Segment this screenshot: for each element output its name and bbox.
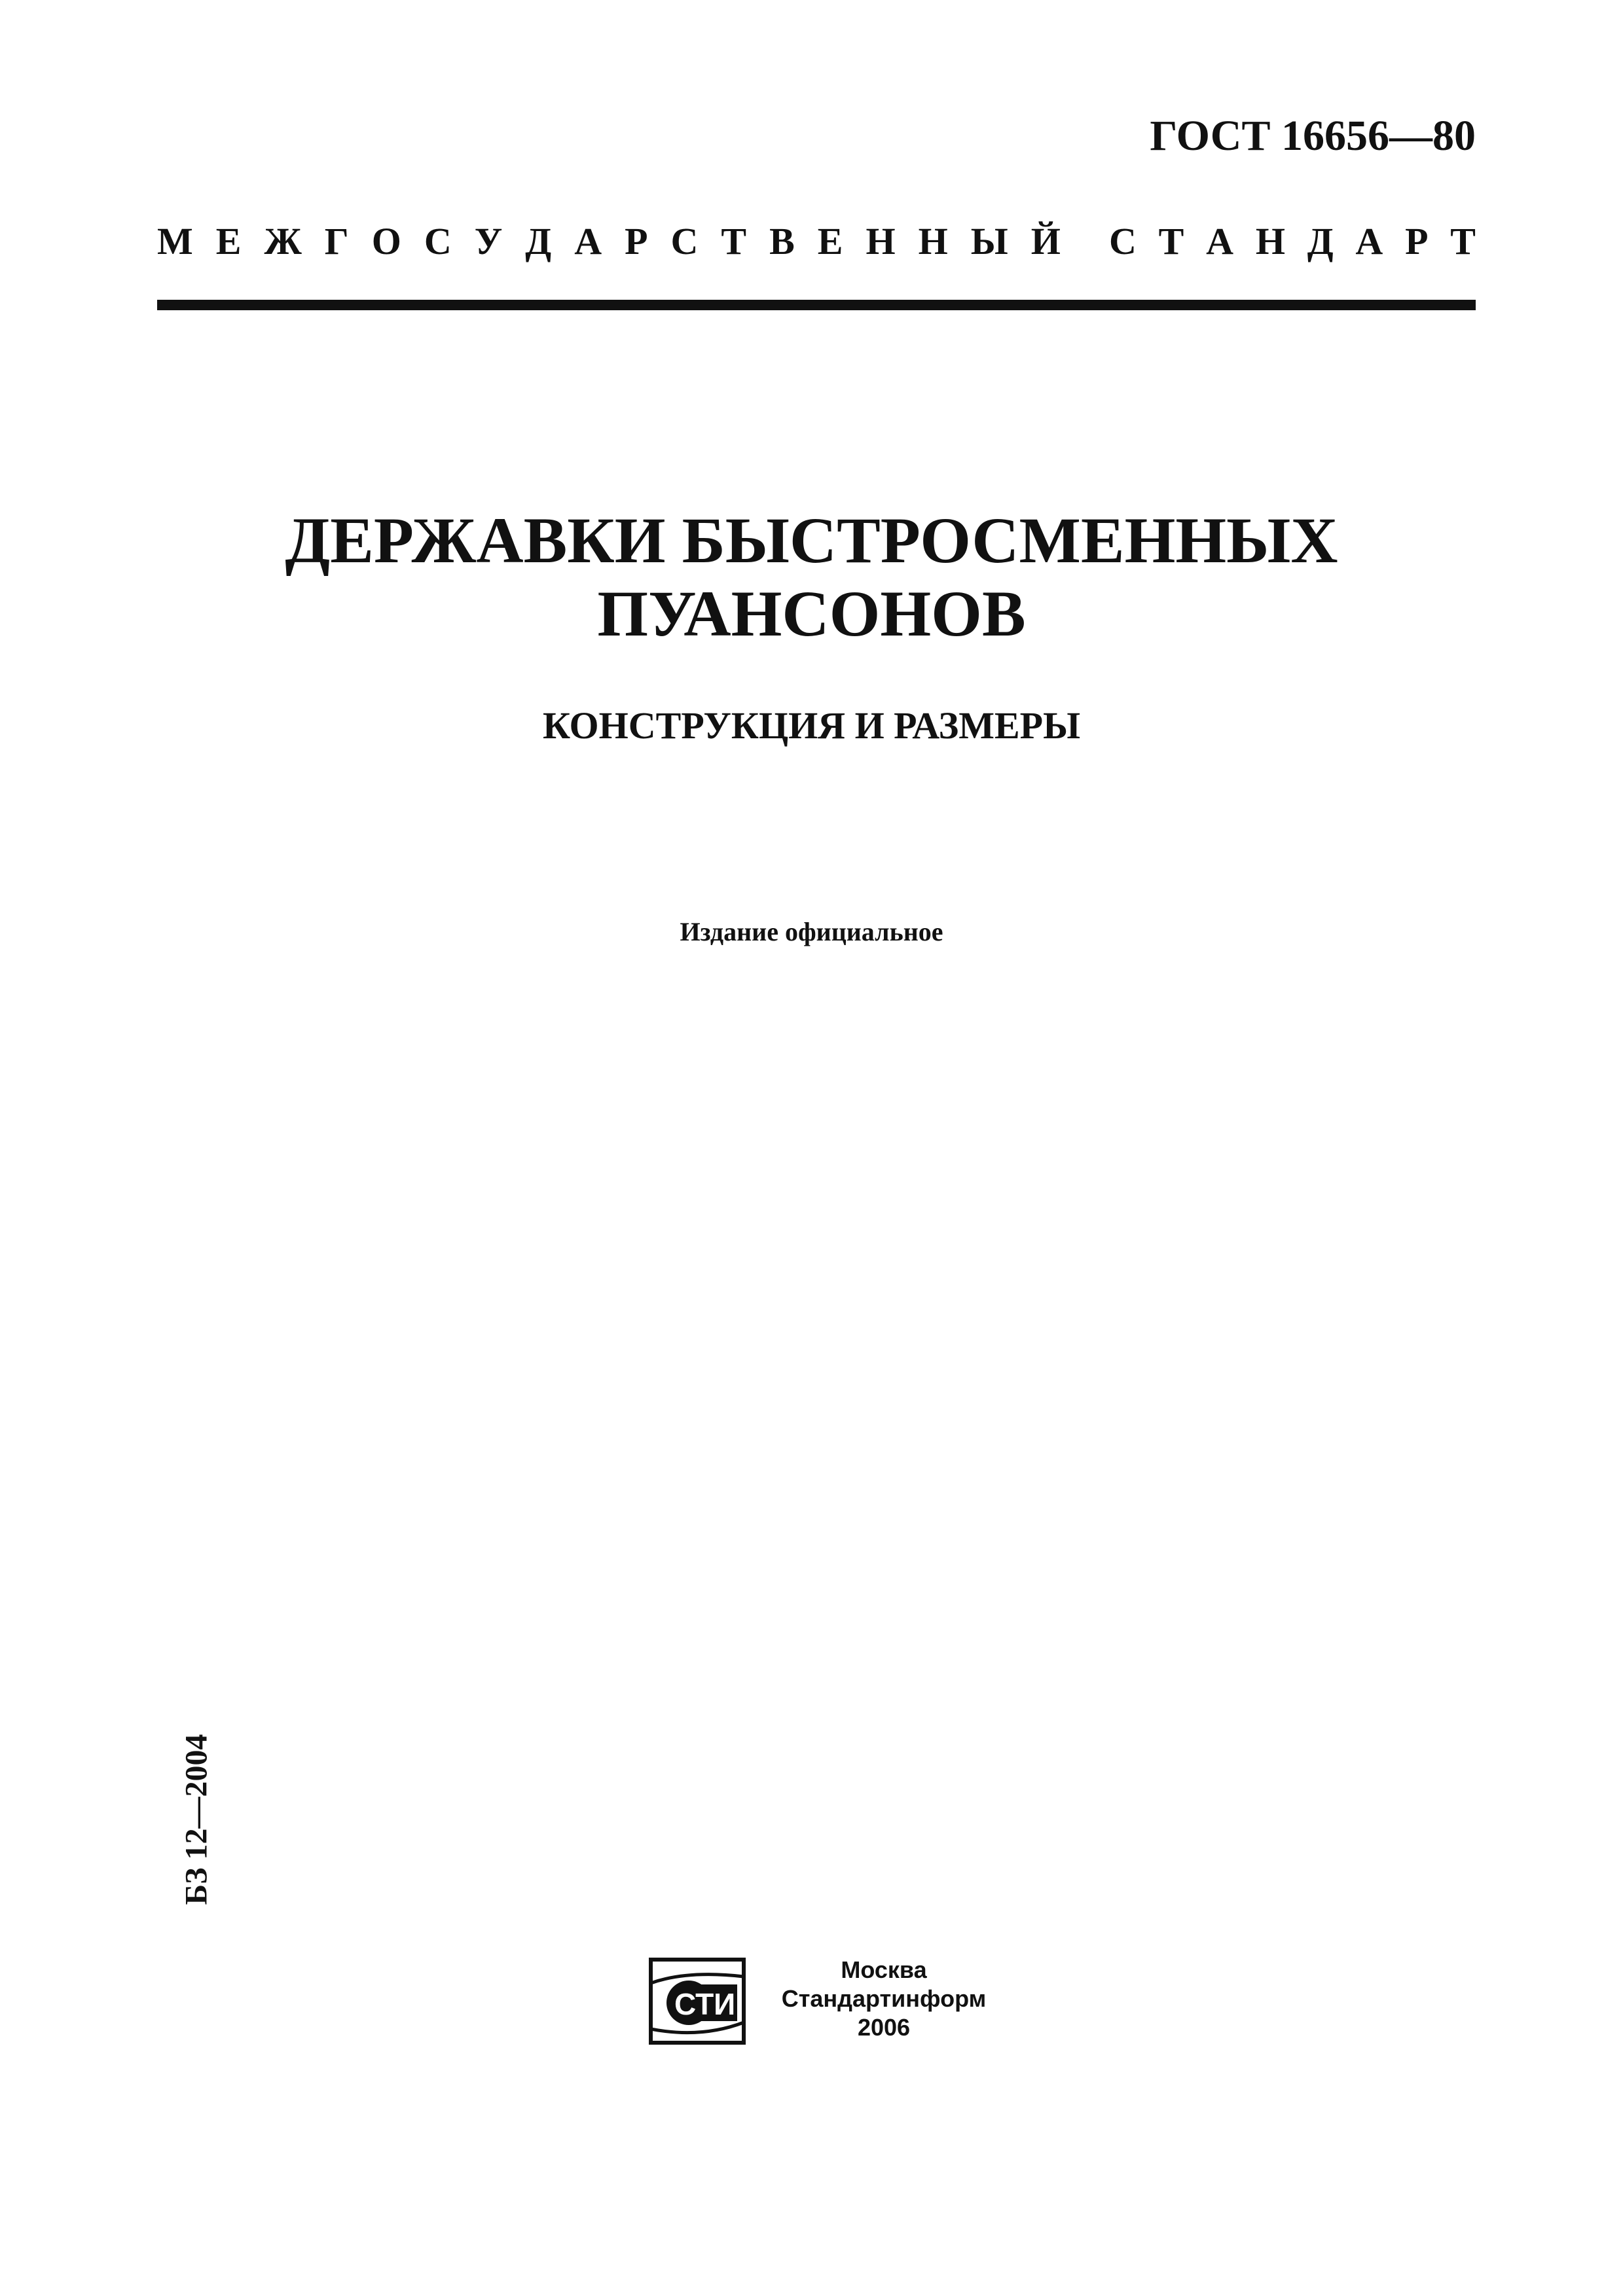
heading-letter: Ж (264, 220, 302, 262)
heading-letter: В (769, 220, 795, 262)
heading-letter: Т (1158, 220, 1184, 262)
heading-letter: Н (918, 220, 948, 262)
heading-letter: Г (324, 220, 349, 262)
heading-letter: А (1206, 220, 1234, 262)
title-line-2: ПУАНСОНОВ (597, 577, 1026, 650)
heading-letter: М (157, 220, 193, 262)
heading-letter: С (670, 220, 699, 262)
heading-letter: А (1355, 220, 1383, 262)
logo-text: СТИ (674, 1987, 736, 2021)
publisher-city: Москва (841, 1956, 927, 1983)
heading-letter: Т (1450, 220, 1476, 262)
heading-letter: Ы (970, 220, 1008, 262)
heading-letter: Т (721, 220, 747, 262)
heading-letter: С (1109, 220, 1137, 262)
publisher-name: Стандартинформ (781, 1985, 987, 2012)
heading-letter: Д (525, 220, 552, 262)
heading-letter: Й (1030, 220, 1061, 262)
heading-letter: Е (215, 220, 242, 262)
document-title (0, 504, 1623, 651)
publisher-imprint (759, 1956, 1008, 2042)
edition-note: Издание официальное (680, 917, 943, 946)
heading-letter: Р (1405, 220, 1429, 262)
heading-letter: У (474, 220, 503, 262)
heading-letter: Е (817, 220, 843, 262)
side-code: БЗ 12—2004 (179, 1734, 214, 1905)
title-line-1: ДЕРЖАВКИ БЫСТРОСМЕННЫХ (285, 504, 1338, 577)
publisher-year: 2006 (857, 2014, 911, 2041)
heading-letter: Н (1255, 220, 1285, 262)
standartinform-logo-icon (648, 1957, 746, 2045)
standard-type-word-1 (157, 219, 1061, 263)
heading-letter: С (424, 220, 452, 262)
heading-letter: А (574, 220, 602, 262)
header-divider (157, 300, 1476, 310)
standard-type-heading (157, 219, 1476, 263)
gost-number: ГОСТ 16656—80 (1150, 112, 1476, 160)
heading-letter: Р (625, 220, 648, 262)
heading-letter: О (371, 220, 401, 262)
heading-letter: Н (866, 220, 896, 262)
heading-letter: Д (1307, 220, 1334, 262)
standard-type-word-2 (1109, 219, 1476, 263)
document-subtitle: КОНСТРУКЦИЯ И РАЗМЕРЫ (542, 704, 1081, 747)
